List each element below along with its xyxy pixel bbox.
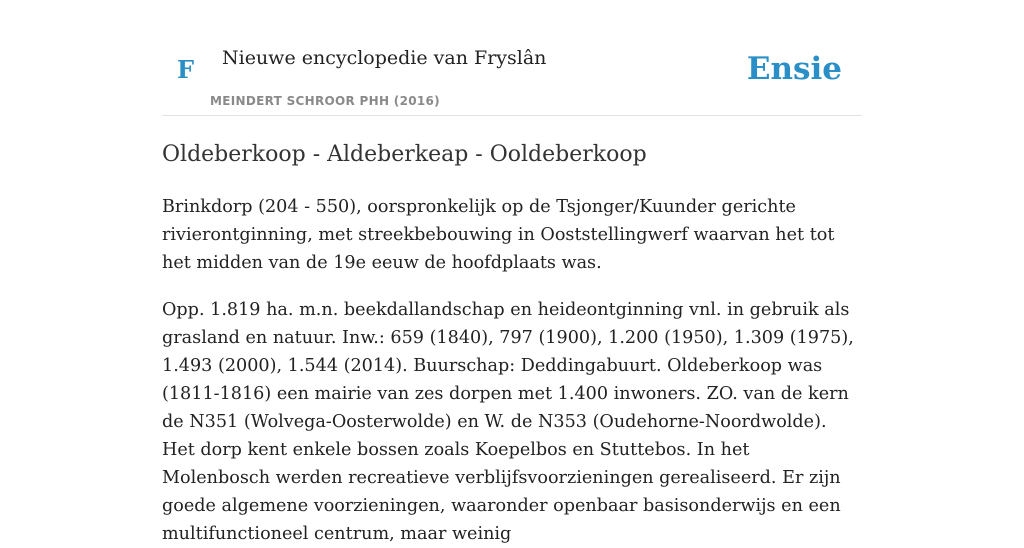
article-paragraph: Opp. 1.819 ha. m.n. beekdallandschap en heideontginning vnl. in gebruik als grasland en natuur. Inw.: 659 (1840), 797 (1900), 1.200 (1950), 1.309 (1975), 1.493 (2000), 1.544 (2014). Buurschap: Deddingabuurt. Oldeberkoop was (1811-1816) een mairie van zes dorpen met 1.400 inwoners. ZO. van de kern de N351 (Wolvega-Oosterwolde) en W. de N353 (Oudehorne-Noordwolde). Het dorp kent enkele bossen zoals Koepelbos en Stuttebos. In het Molenbosch werden recreatieve verblijfsvoorzieningen gerealiseerd. Er zijn goede algemene voorzieningen, waaronder openbaar basisonderwijs en een multifunctioneel centrum, maar weinig <box>162 300 854 544</box>
book-title[interactable]: Nieuwe encyclopedie van Fryslân <box>222 47 547 69</box>
ensie-logo-link[interactable]: Ensie <box>746 51 842 87</box>
book-logo-link[interactable]: F <box>177 55 195 84</box>
book-author: MEINDERT SCHROOR PHH (2016) <box>210 94 440 108</box>
book-header <box>162 0 862 116</box>
article-paragraph: Brinkdorp (204 - 550), oorspronkelijk op de Tsjonger/Kuunder gerichte rivierontginning, met streekbebouwing in Ooststellingwerf waarvan het tot het midden van de 19e eeuw de hoofdplaats was. <box>162 197 835 273</box>
article-container <box>162 0 862 548</box>
page-title: Oldeberkoop - Aldeberkeap - Ooldeberkoop <box>162 142 647 167</box>
